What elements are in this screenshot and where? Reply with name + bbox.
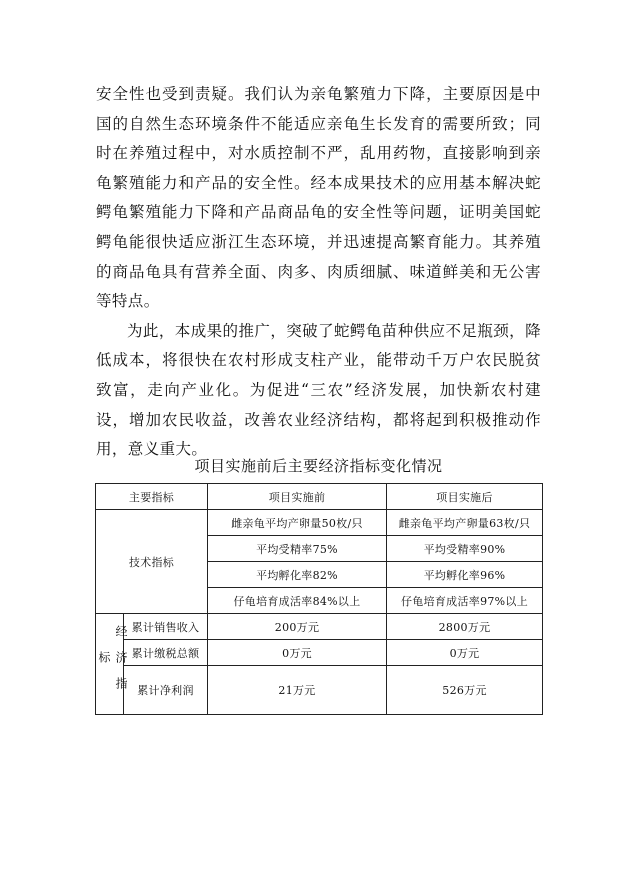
tech-after-cell: 仔龟培育成活率97%以上 xyxy=(387,588,543,614)
table-row xyxy=(96,614,543,640)
econ-after-cell: 2800万元 xyxy=(387,614,543,640)
econ-name-cell: 累计净利润 xyxy=(124,666,208,715)
body-text xyxy=(96,80,541,465)
econ-name-cell: 累计缴税总额 xyxy=(124,640,208,666)
econ-indicator-label: 经济指标 xyxy=(97,625,128,703)
table-header-row xyxy=(96,484,543,510)
tech-before-cell: 平均孵化率82% xyxy=(208,562,387,588)
econ-indicator-label-cell xyxy=(96,614,128,715)
tech-after-cell: 平均孵化率96% xyxy=(387,562,543,588)
table-caption: 项目实施前后主要经济指标变化情况 xyxy=(194,457,443,475)
econ-before-cell: 0万元 xyxy=(208,640,387,666)
header-after: 项目实施后 xyxy=(387,484,543,510)
tech-before-cell: 雌亲龟平均产卵量50枚/只 xyxy=(208,510,387,536)
header-before: 项目实施前 xyxy=(208,484,387,510)
paragraph: 为此，本成果的推广，突破了蛇鳄龟苗种供应不足瓶颈，降低成本，将很快在农村形成支柱产业，能带动千万户农民脱贫致富，走向产业化。为促进“三农”经济发展，加快新农村建设，增加农民收益，改善农业经济结构，都将起到积极推动作用，意义重大。 xyxy=(96,321,541,459)
header-indicator: 主要指标 xyxy=(96,484,208,510)
econ-before-cell: 200万元 xyxy=(208,614,387,640)
tech-indicator-label: 技术指标 xyxy=(96,510,208,614)
table-row xyxy=(96,640,543,666)
tech-after-cell: 雌亲龟平均产卵量63枚/只 xyxy=(387,510,543,536)
econ-before-cell: 21万元 xyxy=(208,666,387,715)
econ-after-cell: 526万元 xyxy=(387,666,543,715)
tech-before-cell: 平均受精率75% xyxy=(208,536,387,562)
tech-before-cell: 仔龟培育成活率84%以上 xyxy=(208,588,387,614)
table-row xyxy=(96,666,543,715)
paragraph: 安全性也受到责疑。我们认为亲龟繁殖力下降，主要原因是中国的自然生态环境条件不能适应亲龟生长发育的需要所致；同时在养殖过程中，对水质控制不严，乱用药物，直接影响到亲龟繁殖能力和产品的安全性。经本成果技术的应用基本解决蛇鳄龟繁殖能力下降和产品商品龟的安全性等问题，证明美国蛇鳄龟能很快适应浙江生态环境，并迅速提高繁育能力。其养殖的商品龟具有营养全面、肉多、肉质细腻、味道鲜美和无公害等特点。 xyxy=(96,85,541,311)
econ-name-cell: 累计销售收入 xyxy=(124,614,208,640)
tech-after-cell: 平均受精率90% xyxy=(387,536,543,562)
table-row xyxy=(96,510,543,536)
economic-indicators-table xyxy=(95,483,543,715)
econ-after-cell: 0万元 xyxy=(387,640,543,666)
